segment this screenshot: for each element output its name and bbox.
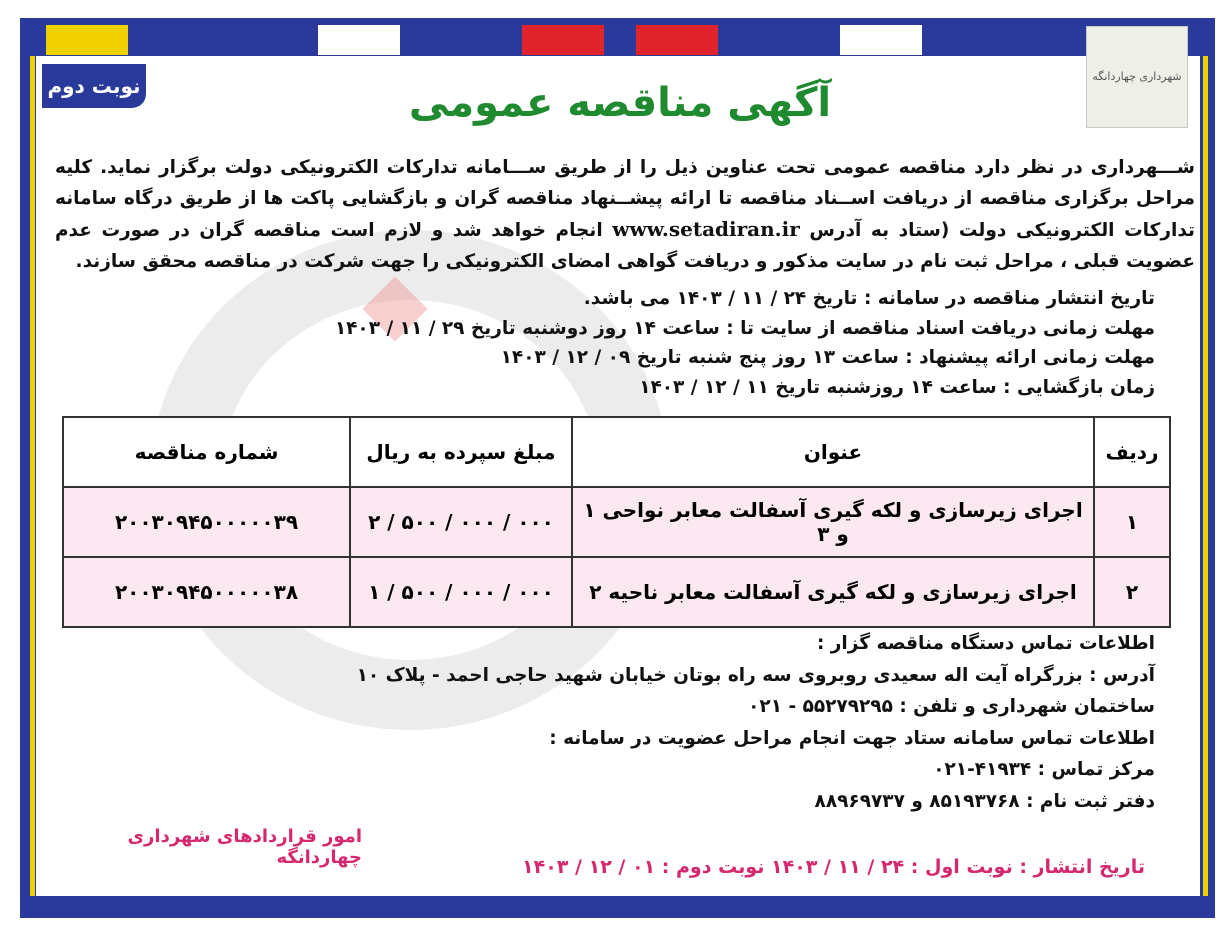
- tender-table: [62, 416, 1171, 628]
- contact-phone: ساختمان شهرداری و تلفن : ۵۵۲۷۹۲۹۵ - ۰۲۱: [748, 696, 1155, 717]
- document-deadline: مهلت زمانی دریافت اسناد مناقصه از سایت تا : ساعت ۱۴ روز دوشنبه تاریخ ۲۹ / ۱۱ / ۱۴۰۳: [334, 317, 1155, 339]
- opening-date: زمان بازگشایی : ساعت ۱۴ روزشنبه تاریخ ۱۱ / ۱۲ / ۱۴۰۳: [639, 376, 1155, 398]
- right-yellow-border: [1203, 56, 1208, 896]
- top-white-block: [840, 25, 922, 55]
- header-title: عنوان: [572, 417, 1094, 487]
- header-row-number: ردیف: [1094, 417, 1170, 487]
- contact-heading: اطلاعات تماس دستگاه مناقصه گزار :: [816, 633, 1155, 654]
- page-title: آگهی مناقصه عمومی: [408, 80, 832, 126]
- contact-address: آدرس : بزرگراه آیت اله سعیدی روبروی سه راه بوتان خیابان شهید حاجی احمد - پلاک ۱۰: [356, 664, 1155, 686]
- contact-info: [55, 628, 1155, 817]
- tender-title: اجرای زیرسازی و لکه گیری آسفالت معابر نواحی ۱ و ۳: [572, 487, 1094, 557]
- logo-text: شهرداری چهاردانگه: [1092, 69, 1182, 83]
- setadiran-link[interactable]: www.setadiran.ir: [612, 217, 800, 241]
- publish-date: تاریخ انتشار مناقصه در سامانه : تاریخ ۲۴ / ۱۱ / ۱۴۰۳ می باشد.: [583, 288, 1155, 309]
- second-round-badge: نوبت دوم: [42, 64, 146, 108]
- top-red-block: [636, 25, 718, 55]
- header-deposit: مبلغ سپرده به ریال: [350, 417, 572, 487]
- signature: امور قراردادهای شهرداری چهاردانگه: [127, 826, 362, 868]
- setad-call-center: مرکز تماس : ۴۱۹۳۴-۰۲۱: [933, 759, 1155, 780]
- left-yellow-border: [30, 56, 35, 896]
- tender-title: اجرای زیرسازی و لکه گیری آسفالت معابر ناحیه ۲: [572, 557, 1094, 627]
- deposit-amount: ۰۰۰ / ۰۰۰ / ۵۰۰ / ۱: [350, 557, 572, 627]
- table-row: [63, 557, 1170, 627]
- intro-paragraph: [55, 152, 1195, 277]
- setad-registration: دفتر ثبت نام : ۸۵۱۹۳۷۶۸ و ۸۸۹۶۹۷۳۷: [814, 790, 1155, 812]
- setad-heading: اطلاعات تماس سامانه ستاد جهت انجام مراحل عضویت در سامانه :: [549, 727, 1155, 749]
- row-number: ۲: [1094, 557, 1170, 627]
- header-tender-number: شماره مناقصه: [63, 417, 350, 487]
- top-red-block: [522, 25, 604, 55]
- municipality-logo: [1086, 26, 1188, 128]
- intro-text-before: شـــهرداری در نظر دارد مناقصه عمومی تحت عناوین ذیل را از طریق ســـامانه تدارکات الکترونیکی دولت برگزار نماید. کلیه مراحل برگزاری مناقصه از دریافت اســناد مناقصه تا ارائه پیشــنهاد مناقصه گران و بازگشایی پاکت ها از طریق درگاه سامانه تدارکات الکترونیکی دولت (ستاد به آدرس: [55, 157, 1196, 241]
- deposit-amount: ۰۰۰ / ۰۰۰ / ۵۰۰ / ۲: [350, 487, 572, 557]
- table-header-row: [63, 417, 1170, 487]
- publication-dates: تاریخ انتشار : نوبت اول : ۲۴ / ۱۱ / ۱۴۰۳ نوبت دوم : ۰۱ / ۱۲ / ۱۴۰۳: [522, 856, 1145, 878]
- intro-text-after: انجام خواهد شد و لازم است مناقصه گران در صورت عدم عضویت قبلی ، مراحل ثبت نام در سایت مذکور و دریافت گواهی امضای الکترونیکی را جهت شرکت در مناقصه محقق سازند.: [55, 220, 1195, 272]
- top-white-block: [318, 25, 400, 55]
- tender-number: ۲۰۰۳۰۹۴۵۰۰۰۰۰۳۸: [63, 557, 350, 627]
- tender-number: ۲۰۰۳۰۹۴۵۰۰۰۰۰۳۹: [63, 487, 350, 557]
- bid-deadline: مهلت زمانی ارائه پیشنهاد : ساعت ۱۳ روز پنج شنبه تاریخ ۰۹ / ۱۲ / ۱۴۰۳: [500, 347, 1155, 368]
- row-number: ۱: [1094, 487, 1170, 557]
- tender-dates: [55, 284, 1155, 402]
- top-yellow-block: [46, 25, 128, 55]
- table-row: [63, 487, 1170, 557]
